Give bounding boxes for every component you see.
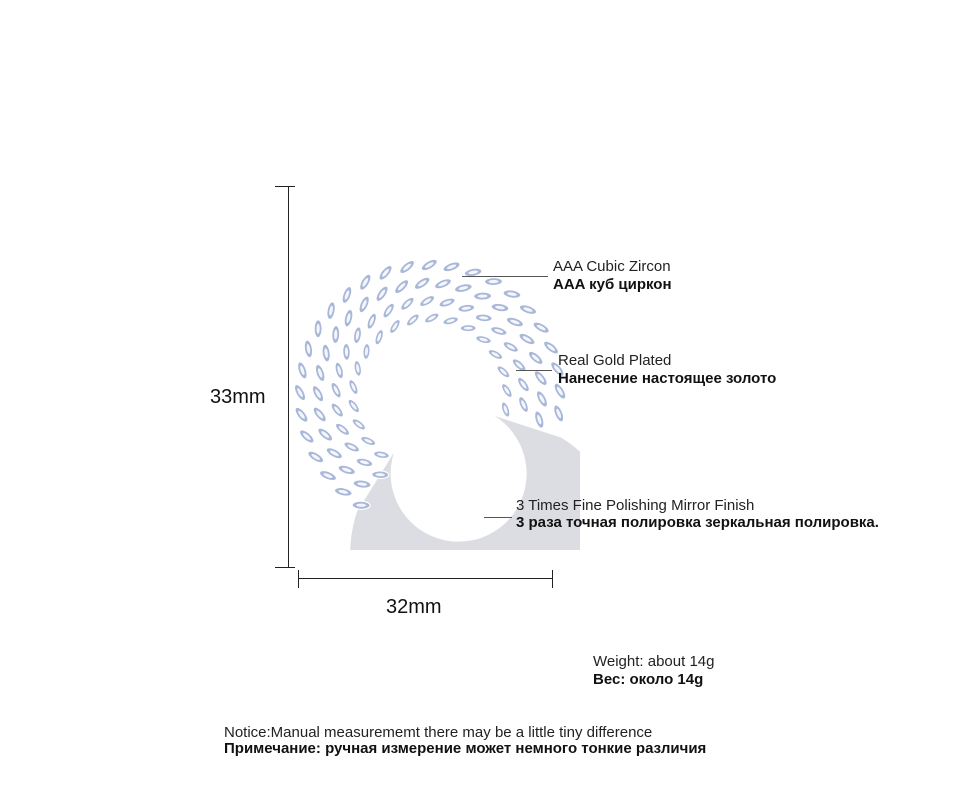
marquise-zircon-stone: [303, 339, 314, 358]
width-dimension-cap-right: [552, 570, 553, 588]
marquise-zircon-stone: [457, 303, 475, 313]
marquise-zircon-stone: [359, 435, 377, 448]
height-dimension-label: 33mm: [210, 386, 266, 408]
marquise-zircon-stone: [342, 343, 350, 360]
marquise-zircon-stone: [296, 361, 310, 381]
marquise-zircon-stone: [419, 257, 439, 273]
marquise-zircon-stone: [331, 325, 340, 343]
marquise-zircon-stone: [350, 417, 367, 432]
width-dimension-cap-left: [298, 570, 299, 588]
marquise-zircon-stone: [357, 272, 373, 292]
marquise-zircon-stone: [347, 378, 360, 396]
marquise-zircon-stone: [454, 282, 473, 294]
marquise-zircon-stone: [342, 440, 361, 454]
polish-leader-line: [484, 517, 512, 518]
marquise-zircon-stone: [373, 450, 390, 460]
height-dimension-cap-bottom: [275, 567, 295, 568]
marquise-zircon-stone: [333, 421, 351, 438]
marquise-zircon-stone: [475, 334, 492, 345]
marquise-zircon-stone: [306, 449, 326, 465]
marquise-zircon-stone: [515, 375, 531, 393]
notice-en: Notice:Manual measurememt there may be a little tiny difference: [224, 724, 653, 741]
marquise-zircon-stone: [334, 486, 353, 498]
marquise-zircon-stone: [405, 312, 422, 328]
marquise-zircon-stone: [292, 383, 308, 403]
marquise-zircon-stone: [500, 401, 512, 418]
marquise-zircon-stone: [346, 397, 362, 414]
marquise-zircon-stone: [487, 347, 505, 361]
marquise-zircon-stone: [442, 260, 462, 274]
marquise-zircon-stone: [329, 401, 346, 419]
marquise-zircon-stone: [505, 315, 525, 329]
marquise-zircon-stone: [501, 339, 520, 354]
marquise-zircon-stone: [517, 331, 537, 347]
marquise-zircon-stone: [534, 389, 550, 409]
height-dimension-cap-top: [275, 186, 295, 187]
marquise-zircon-stone: [297, 428, 316, 446]
marquise-zircon-stone: [552, 404, 566, 424]
polish-label-en: 3 Times Fine Polishing Mirror Finish: [516, 497, 755, 514]
marquise-zircon-stone: [533, 410, 546, 430]
marquise-zircon-stone: [490, 302, 509, 313]
marquise-zircon-stone: [316, 426, 335, 444]
marquise-zircon-stone: [433, 276, 453, 291]
marquise-zircon-stone: [475, 313, 493, 322]
weight-en: Weight: about 14g: [593, 653, 715, 670]
marquise-zircon-stone: [373, 328, 385, 345]
marquise-zircon-stone: [442, 315, 459, 326]
marquise-zircon-stone: [313, 363, 326, 383]
marquise-zircon-stone: [412, 275, 431, 292]
zircon-label-ru: AAA куб циркон: [553, 276, 672, 293]
marquise-zircon-stone: [510, 357, 528, 374]
marquise-zircon-stone: [484, 277, 502, 285]
marquise-zircon-stone: [460, 325, 476, 332]
marquise-zircon-stone: [329, 381, 344, 400]
zircon-label-en: AAA Cubic Zircon: [553, 258, 671, 275]
marquise-zircon-stone: [517, 395, 531, 414]
marquise-zircon-stone: [398, 258, 417, 276]
marquise-zircon-stone: [499, 382, 514, 399]
marquise-zircon-stone: [321, 344, 332, 363]
marquise-zircon-stone: [377, 263, 395, 282]
marquise-zircon-stone: [353, 479, 372, 489]
marquise-zircon-stone: [311, 405, 329, 424]
marquise-zircon-stone: [318, 468, 338, 482]
plating-label-ru: Нанесение настоящее золото: [558, 370, 777, 387]
marquise-zircon-stone: [357, 295, 372, 315]
zircon-leader-line: [462, 276, 548, 277]
notice-ru: Примечание: ручная измерение может немного тонкие различия: [224, 740, 707, 757]
marquise-zircon-stone: [372, 471, 389, 479]
width-dimension-line: [298, 578, 552, 579]
marquise-zircon-stone: [438, 296, 457, 309]
marquise-zircon-stone: [352, 501, 370, 510]
marquise-zircon-stone: [526, 349, 545, 367]
marquise-zircon-stone: [473, 292, 491, 301]
marquise-zircon-stone: [418, 293, 436, 308]
marquise-zircon-stone: [293, 405, 311, 424]
marquise-zircon-stone: [490, 325, 508, 337]
marquise-zircon-stone: [502, 289, 521, 300]
marquise-zircon-stone: [399, 295, 417, 312]
marquise-zircon-stone: [340, 285, 354, 305]
marquise-zircon-stone: [381, 301, 397, 319]
marquise-zircon-stone: [365, 312, 378, 331]
marquise-zircon-stone: [518, 303, 538, 316]
marquise-zircon-stone: [353, 360, 363, 377]
marquise-zircon-stone: [343, 308, 355, 327]
width-dimension-label: 32mm: [386, 596, 442, 618]
marquise-zircon-stone: [355, 457, 373, 469]
marquise-zircon-stone: [333, 361, 345, 379]
marquise-zircon-stone: [388, 318, 403, 335]
marquise-zircon-stone: [310, 384, 326, 404]
marquise-zircon-stone: [532, 369, 550, 388]
marquise-zircon-stone: [531, 320, 551, 336]
marquise-zircon-stone: [337, 463, 357, 476]
marquise-zircon-stone: [423, 311, 440, 325]
marquise-zircon-stone: [324, 445, 344, 461]
weight-ru: Вес: около 14g: [593, 671, 704, 688]
marquise-zircon-stone: [362, 343, 370, 360]
marquise-zircon-stone: [314, 320, 322, 338]
marquise-zircon-stone: [374, 284, 391, 303]
marquise-zircon-stone: [495, 364, 512, 380]
polish-label-ru: 3 раза точная полировка зеркальная полировка.: [516, 514, 879, 531]
marquise-zircon-stone: [352, 326, 362, 344]
plating-leader-line: [516, 370, 552, 371]
plating-label-en: Real Gold Plated: [558, 352, 672, 369]
marquise-zircon-stone: [392, 277, 410, 295]
marquise-zircon-stone: [325, 301, 336, 320]
